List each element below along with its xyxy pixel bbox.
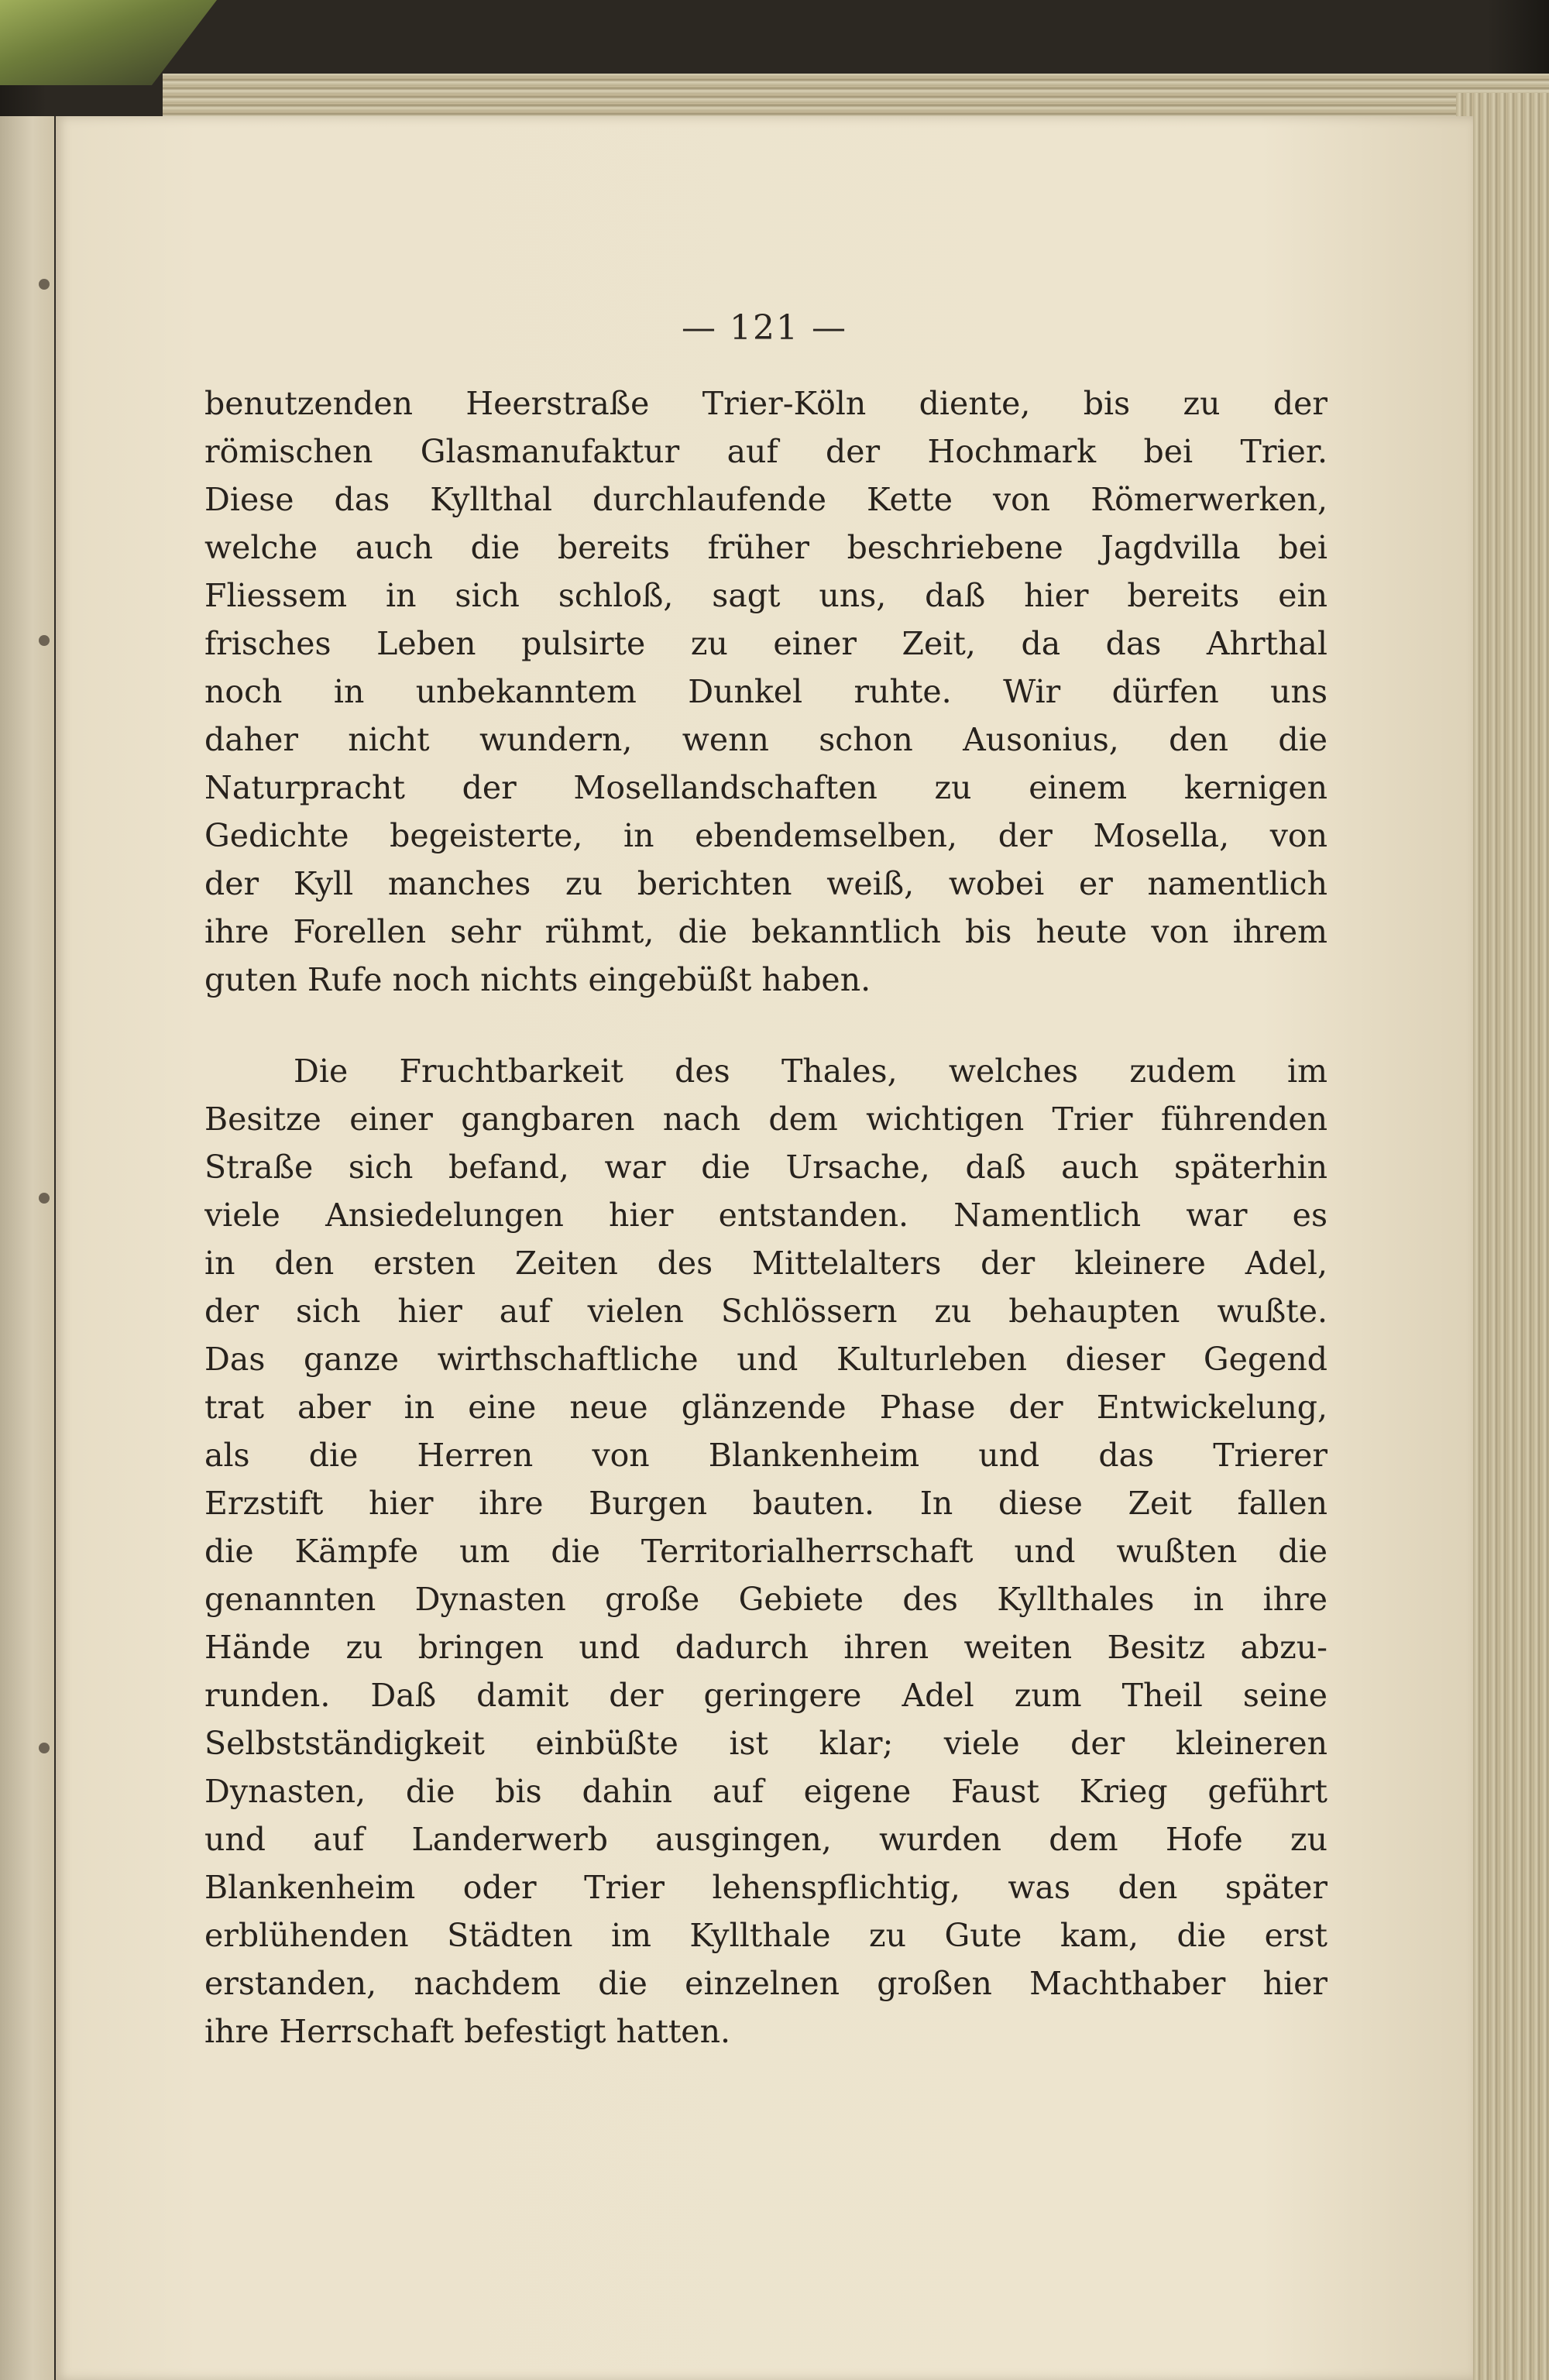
text-line: Besitze einer gangbaren nach dem wichtigen Trier führenden	[204, 1101, 1327, 1138]
text-line: noch in unbekanntem Dunkel ruhte. Wir dürfen uns	[204, 673, 1327, 710]
text-line: römischen Glasmanufaktur auf der Hochmark bei Trier.	[204, 433, 1327, 470]
text-line: Gedichte begeisterte, in ebendemselben, der Mosella, von	[204, 817, 1327, 854]
page-stack-top-edge	[163, 74, 1549, 120]
text-line: Blankenheim oder Trier lehenspflichtig, was den später	[204, 1869, 1327, 1906]
page-mark	[39, 635, 50, 646]
page-mark	[39, 279, 50, 290]
text-line: ihre Forellen sehr rühmt, die bekanntlich bis heute von ihrem	[204, 913, 1327, 950]
page-body	[204, 379, 1327, 2055]
text-line: erstanden, nachdem die einzelnen großen Machthaber hier	[204, 1965, 1327, 2002]
text-line: Fliessem in sich schloß, sagt uns, daß hier bereits ein	[204, 577, 1327, 614]
text-line: der sich hier auf vielen Schlössern zu behaupten wußte.	[204, 1293, 1327, 1330]
text-line: Dynasten, die bis dahin auf eigene Faust Krieg geführt	[204, 1773, 1327, 1810]
text-line: Naturpracht der Mosellandschaften zu einem kernigen	[204, 769, 1327, 806]
text-line: in den ersten Zeiten des Mittelalters der kleinere Adel,	[204, 1245, 1327, 1282]
text-line: guten Rufe noch nichts eingebüßt haben.	[204, 961, 871, 998]
page-number: — 121 —	[682, 308, 847, 348]
book-page	[56, 116, 1473, 2380]
paragraph-gap	[204, 1004, 1327, 1047]
text-line: runden. Daß damit der geringere Adel zum Theil seine	[204, 1677, 1327, 1714]
text-line: Das ganze wirthschaftliche und Kulturleben dieser Gegend	[204, 1341, 1327, 1378]
book-cover-corner	[0, 0, 217, 85]
text-line: ihre Herrschaft befestigt hatten.	[204, 2013, 731, 2050]
text-line: und auf Landerwerb ausgingen, wurden dem Hofe zu	[204, 1821, 1327, 1858]
text-line: erblühenden Städten im Kyllthale zu Gute kam, die erst	[204, 1917, 1327, 1954]
page-mark	[39, 1193, 50, 1204]
text-line: genannten Dynasten große Gebiete des Kyllthales in ihre	[204, 1581, 1327, 1618]
previous-page-edge	[0, 116, 54, 2380]
paragraph-2	[204, 1047, 1327, 2055]
page-mark	[39, 1743, 50, 1753]
text-line: die Kämpfe um die Territorialherrschaft und wußten die	[204, 1533, 1327, 1570]
text-line: trat aber in eine neue glänzende Phase der Entwickelung,	[204, 1389, 1327, 1426]
paragraph-1	[204, 379, 1327, 1004]
text-line: viele Ansiedelungen hier entstanden. Namentlich war es	[204, 1197, 1327, 1234]
text-line: Die Fruchtbarkeit des Thales, welches zudem im	[294, 1053, 1327, 1090]
text-line: Straße sich befand, war die Ursache, daß auch späterhin	[204, 1149, 1327, 1186]
text-line: Diese das Kyllthal durchlaufende Kette von Römerwerken,	[204, 481, 1327, 518]
text-line: frisches Leben pulsirte zu einer Zeit, da das Ahrthal	[204, 625, 1327, 662]
text-line: daher nicht wundern, wenn schon Ausonius, den die	[204, 721, 1327, 758]
text-line: benutzenden Heerstraße Trier-Köln diente, bis zu der	[204, 385, 1327, 422]
text-line: der Kyll manches zu berichten weiß, wobei er namentlich	[204, 865, 1327, 902]
text-line: Erzstift hier ihre Burgen bauten. In diese Zeit fallen	[204, 1485, 1327, 1522]
text-line: Hände zu bringen und dadurch ihren weiten Besitz abzu-	[204, 1629, 1327, 1666]
text-line: als die Herren von Blankenheim und das Trierer	[204, 1437, 1327, 1474]
text-line: welche auch die bereits früher beschriebene Jagdvilla bei	[204, 529, 1327, 566]
text-line: Selbstständigkeit einbüßte ist klar; viele der kleineren	[204, 1725, 1327, 1762]
